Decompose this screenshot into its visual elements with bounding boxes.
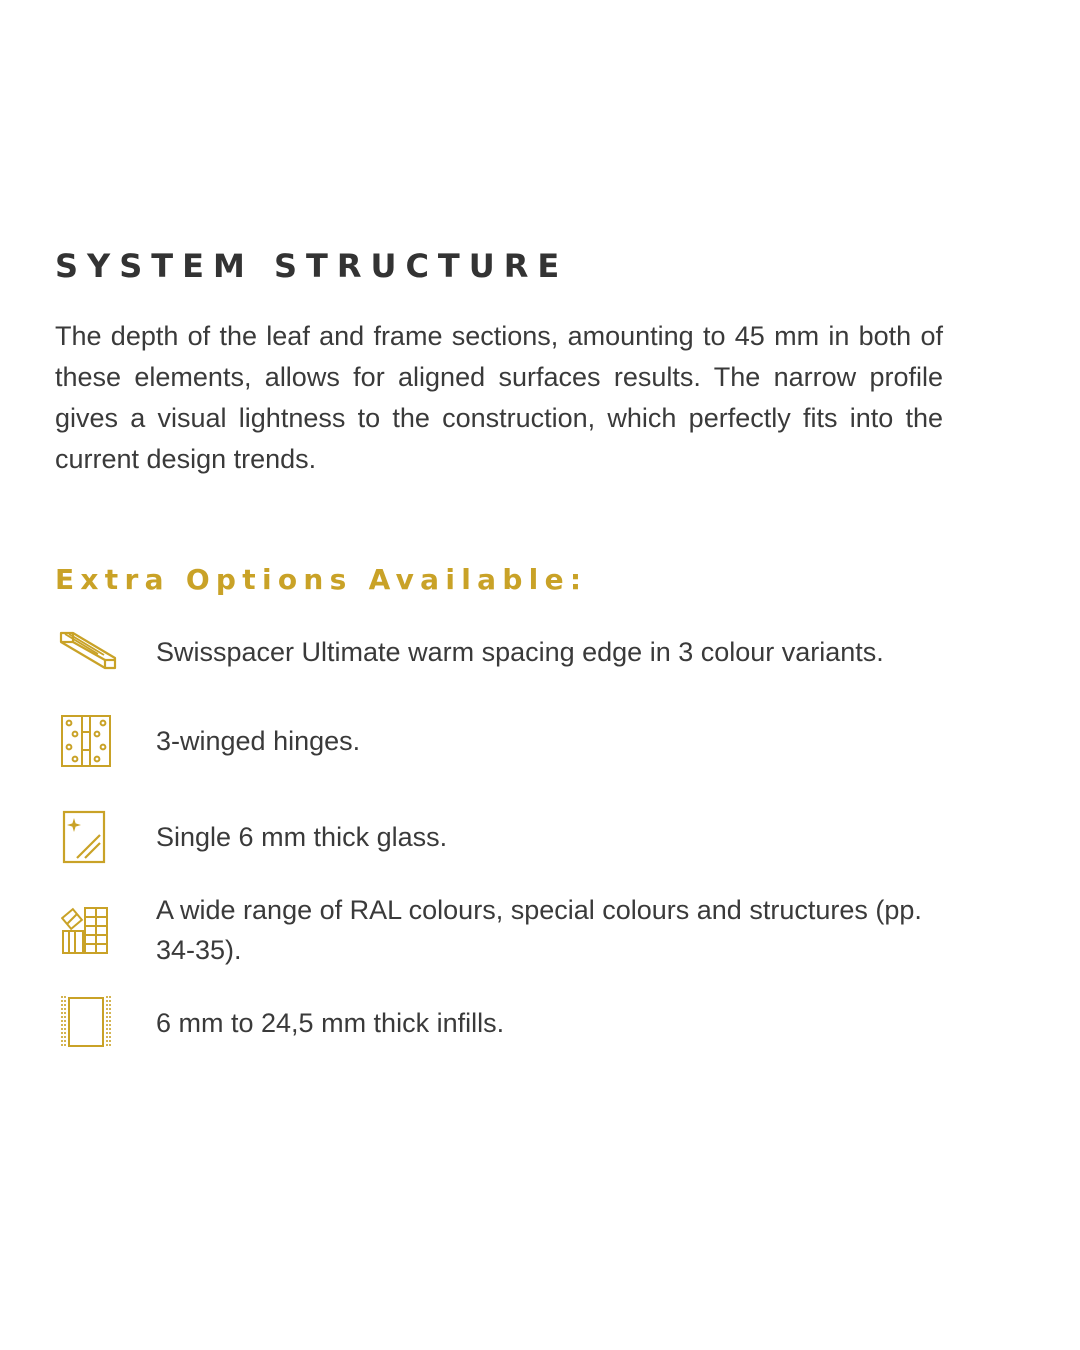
section-title: SYSTEM STRUCTURE	[55, 247, 569, 285]
option-text-infills: 6 mm to 24,5 mm thick infills.	[156, 1008, 505, 1038]
infill-panel-icon	[60, 994, 112, 1050]
option-text-colours: A wide range of RAL colours, special colours and structures (pp. 34-35).	[156, 895, 922, 965]
option-text-hinges: 3-winged hinges.	[156, 726, 361, 756]
colour-swatch-icon	[61, 904, 111, 956]
glass-pane-icon	[61, 809, 107, 865]
options-heading: Extra Options Available:	[55, 563, 588, 596]
hinge-icon	[60, 714, 112, 768]
option-text-spacer: Swisspacer Ultimate warm spacing edge in 3 colour variants.	[156, 637, 884, 667]
spacer-bar-icon	[58, 630, 118, 672]
intro-paragraph: The depth of the leaf and frame sections, amounting to 45 mm in both of these elements, allows for aligned surfaces results. The narrow profile gives a visual lightness to the construction, which perfectly fits into the current design trends.	[55, 321, 943, 474]
option-text-glass: Single 6 mm thick glass.	[156, 822, 448, 852]
